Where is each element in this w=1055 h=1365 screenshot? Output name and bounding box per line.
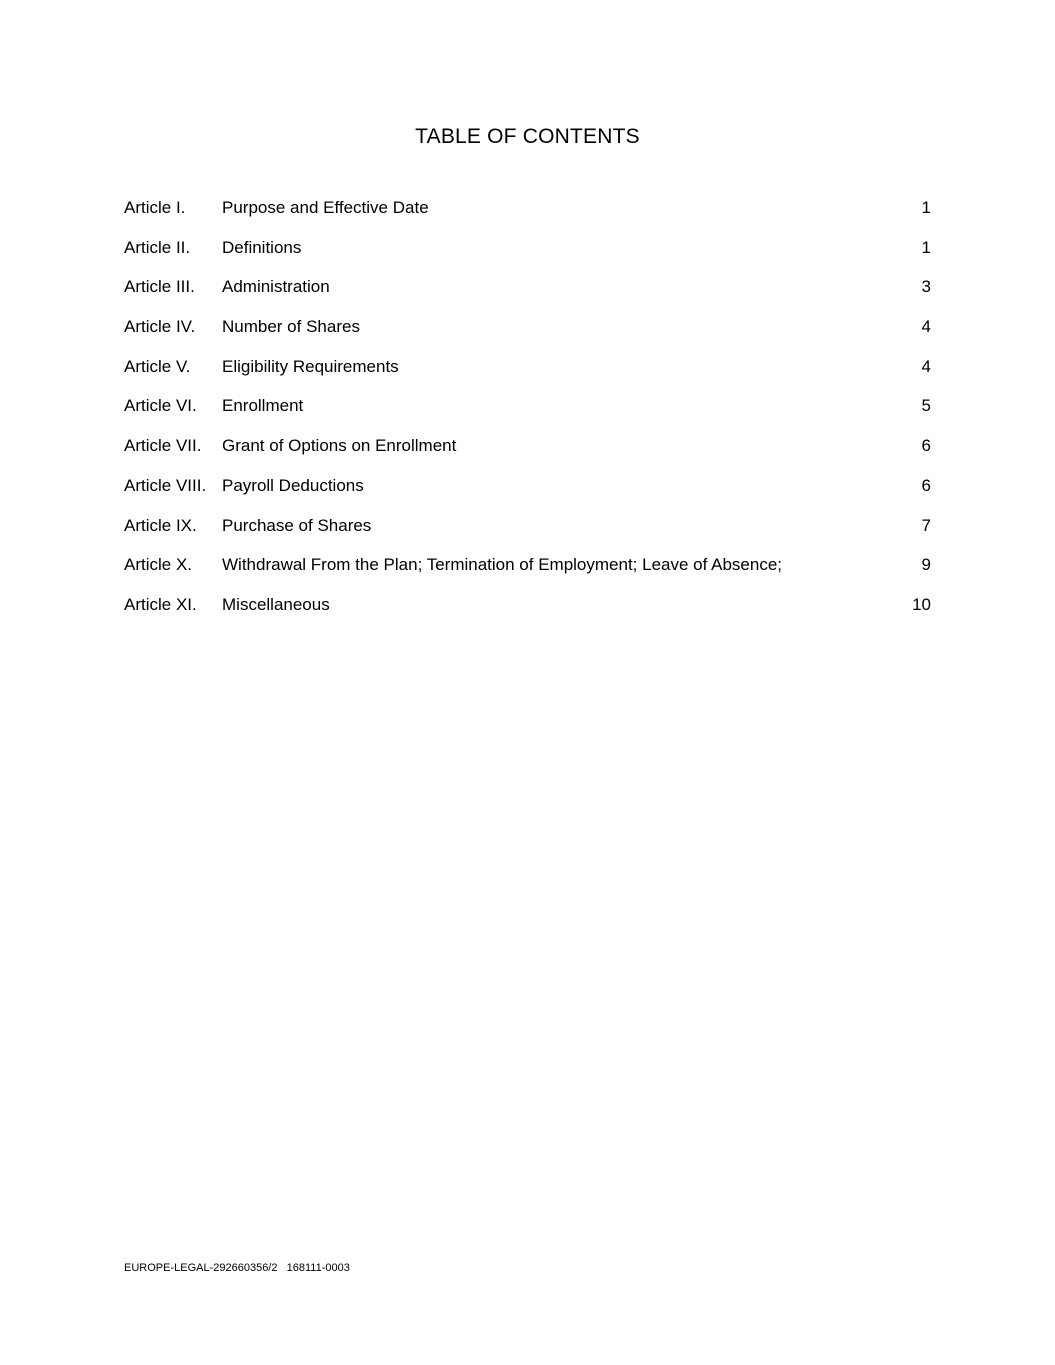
toc-entry-article-v[interactable]: [124, 356, 931, 396]
toc-page-number: 4: [921, 317, 931, 337]
toc-entry-article-xi[interactable]: [124, 594, 931, 634]
toc-page-number: 7: [921, 515, 931, 535]
toc-page-number: 5: [921, 396, 931, 416]
toc-article-number: Article X.: [124, 555, 193, 575]
toc-article-title: Definitions: [222, 237, 302, 257]
toc-entry-article-i[interactable]: [124, 197, 931, 237]
toc-page-number: 3: [921, 277, 931, 297]
toc-article-number: Article VII.: [124, 436, 202, 456]
toc-entry-article-iii[interactable]: [124, 276, 931, 316]
toc-page-number: 4: [921, 356, 931, 376]
toc-article-number: Article IV.: [124, 317, 196, 337]
toc-entry-article-iv[interactable]: [124, 316, 931, 356]
toc-article-number: Article I.: [124, 198, 186, 217]
toc-entry-article-x[interactable]: [124, 554, 931, 594]
toc-article-number: Article II.: [124, 237, 191, 257]
toc-page-number: 9: [921, 555, 931, 575]
toc-page-number: 6: [921, 436, 931, 456]
toc-page-number: 6: [921, 475, 931, 495]
toc-entry-article-vi[interactable]: [124, 395, 931, 435]
toc-article-title: Withdrawal From the Plan; Termination of Employment; Leave of Absence;: [222, 555, 783, 575]
toc-entry-article-vii[interactable]: [124, 435, 931, 475]
table-of-contents: [124, 197, 931, 634]
toc-entry-article-ix[interactable]: [124, 515, 931, 555]
toc-article-number: Article III.: [124, 277, 195, 297]
toc-article-title: Purpose and Effective Date: [222, 198, 429, 217]
toc-article-title: Grant of Options on Enrollment: [222, 436, 457, 456]
toc-article-number: Article VI.: [124, 396, 197, 416]
page-title: TABLE OF CONTENTS: [415, 125, 640, 148]
toc-page-number: 10: [912, 594, 931, 614]
toc-article-title: Administration: [222, 277, 330, 297]
toc-page-number: 1: [921, 237, 931, 257]
toc-article-title: Number of Shares: [222, 317, 360, 337]
toc-article-title: Miscellaneous: [222, 594, 330, 614]
toc-article-title: Purchase of Shares: [222, 515, 372, 535]
toc-article-title: Enrollment: [222, 396, 304, 416]
toc-article-number: Article VIII.: [124, 475, 207, 495]
toc-article-number: Article XI.: [124, 594, 197, 614]
toc-article-number: Article IX.: [124, 515, 197, 535]
toc-article-title: Eligibility Requirements: [222, 356, 399, 376]
toc-entry-article-ii[interactable]: [124, 237, 931, 277]
toc-entry-article-viii[interactable]: [124, 475, 931, 515]
document-footer-reference: EUROPE-LEGAL-292660356/2 168111-0003: [124, 1262, 350, 1274]
toc-page-number: 1: [921, 198, 931, 217]
toc-article-title: Payroll Deductions: [222, 475, 364, 495]
toc-article-number: Article V.: [124, 356, 191, 376]
